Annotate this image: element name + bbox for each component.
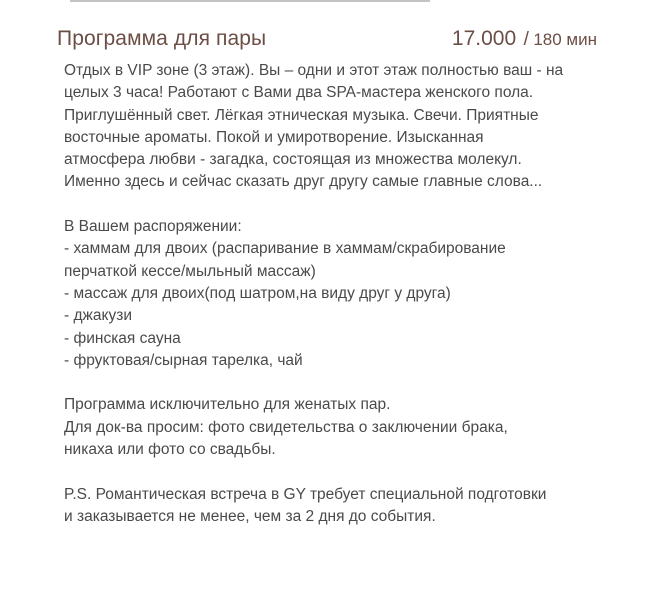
description-line: целых 3 часа! Работают с Вами два SPA-мастера женского пола. xyxy=(64,84,534,102)
postscript-line: P.S. Романтическая встреча в GY требует специальной подготовки xyxy=(64,485,547,503)
postscript-paragraph xyxy=(64,484,604,529)
description-paragraph xyxy=(64,60,604,194)
program-header xyxy=(57,27,597,57)
description-line: атмосфера любви - загадка, состоящая из множества молекул. xyxy=(64,151,522,169)
services-heading: В Вашем распоряжении: xyxy=(64,218,242,236)
description-line: Именно здесь и сейчас сказать друг другу самые главные слова... xyxy=(64,173,543,191)
condition-line: Для док-ва просим: фото свидетельства о заключении брака, xyxy=(64,418,508,436)
paragraph-gap xyxy=(64,194,604,216)
service-item: перчаткой кессе/мыльный массаж) xyxy=(64,262,316,280)
description-line: Отдых в VIP зоне (3 этаж). Вы – одни и этот этаж полностью ваш - на xyxy=(64,62,564,79)
description-line: Приглушённый свет. Лёгкая этническая музыка. Свечи. Приятные xyxy=(64,106,539,124)
service-item: - хаммам для двоих (распаривание в хаммам/скрабирование xyxy=(64,240,506,258)
service-item: - массаж для двоих(под шатром,на виду друг у друга) xyxy=(64,284,451,302)
service-item: - джакузи xyxy=(64,307,132,325)
paragraph-gap xyxy=(64,461,604,483)
program-price xyxy=(452,27,597,51)
description-line: восточные ароматы. Покой и умиротворение. Изысканная xyxy=(64,128,484,146)
cropped-previous-text xyxy=(70,0,430,2)
conditions-paragraph xyxy=(64,394,604,461)
service-item: - финская сауна xyxy=(64,329,181,347)
condition-line: никаха или фото со свадьбы. xyxy=(64,441,276,459)
services-list xyxy=(64,216,604,372)
price-separator: / xyxy=(523,29,529,50)
paragraph-gap xyxy=(64,372,604,394)
program-title: Программа для пары xyxy=(57,27,267,50)
condition-line: Программа исключительно для женатых пар. xyxy=(64,396,391,414)
service-item: - фруктовая/сырная тарелка, чай xyxy=(64,351,303,369)
postscript-line: и заказывается не менее, чем за 2 дня до события. xyxy=(64,507,436,525)
price-amount: 17.000 xyxy=(451,27,517,50)
program-description-block xyxy=(64,60,604,528)
program-duration: 180 мин xyxy=(533,30,597,49)
